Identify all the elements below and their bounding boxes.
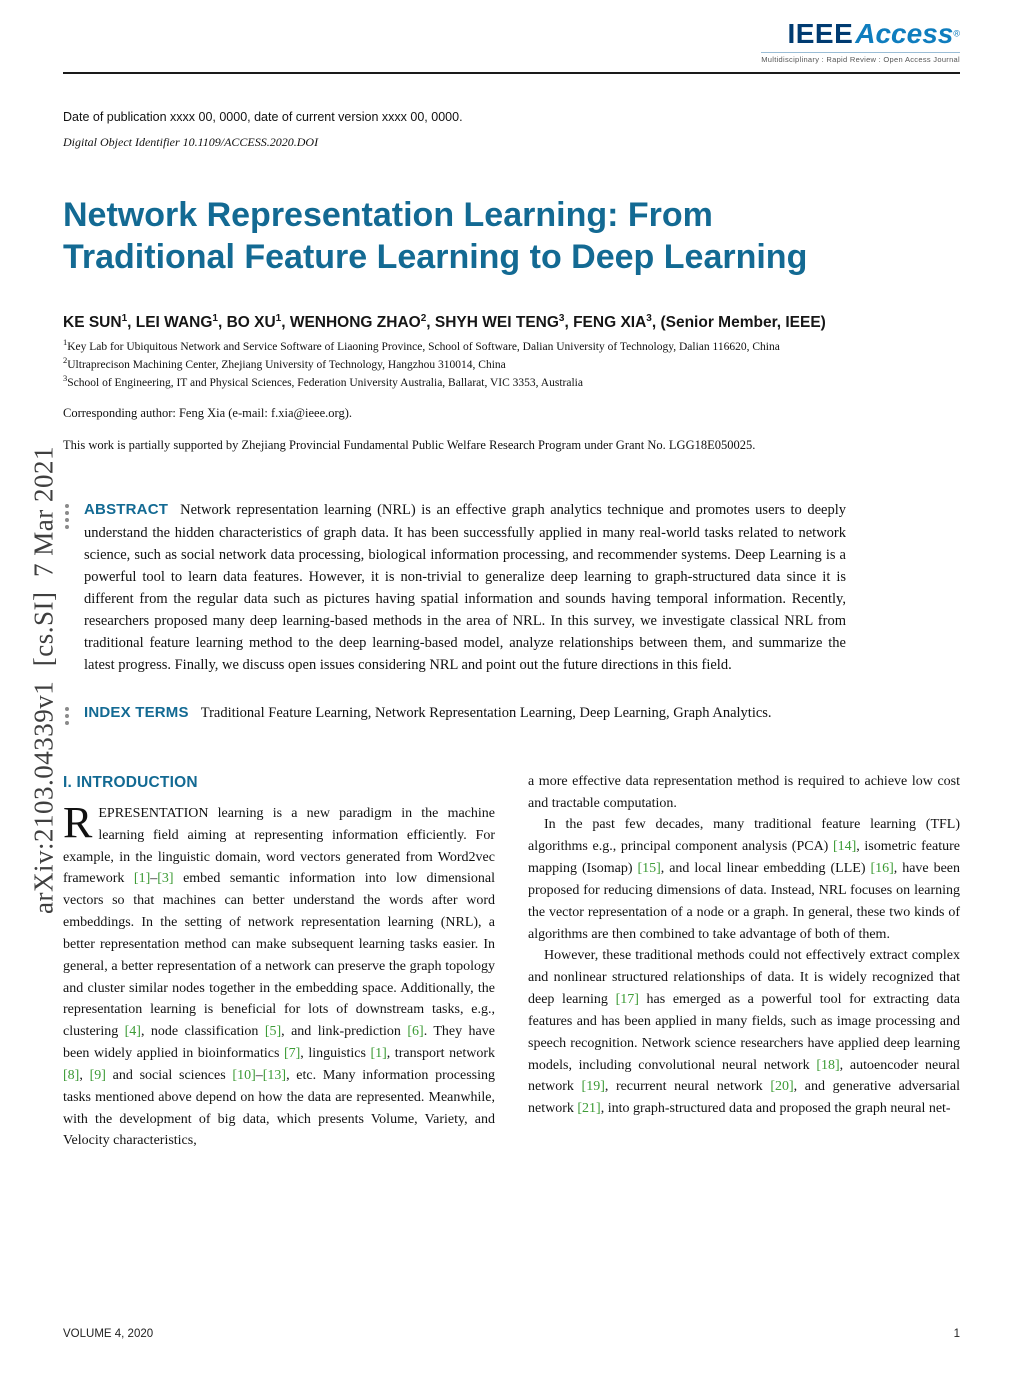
citation-ref: [8] [63, 1067, 80, 1083]
journal-header [63, 18, 960, 64]
citation-ref: [10] [232, 1067, 256, 1083]
citation-ref: [17] [615, 992, 639, 1008]
arxiv-sidebar-label: arXiv:2103.04339v1 [cs.SI] 7 Mar 2021 [28, 446, 59, 914]
logo-wordmark [761, 18, 960, 50]
citation-ref: [13] [262, 1067, 287, 1083]
author-affiliation-sup: 1 [212, 313, 218, 325]
abstract-text: Network representation learning (NRL) is an effective graph analytics technique and promotes users to deeply understand the hidden characteristics of graph data. It has been successfully applied in many real-world tasks related to network science, such as social network data processing, biological information processing, and recommender systems. Deep Learning is a powerful tool to learn data features. However, it is non-trivial to generalize deep learning to graph-structured data since it is different from the regular data such as pictures having spatial information and sounds having temporal information. Recently, researchers proposed many deep learning-based methods in the area of NRL. In this survey, we investigate classical NRL from traditional feature learning method to the deep learning-based model, analyze relationships between them, and summarize the latest progress. Finally, we discuss open issues considering NRL and point out the future directions in this field. [84, 501, 846, 673]
citation-ref: [3] [157, 871, 174, 887]
logo-ieee-text: IEEE [787, 18, 854, 49]
intro-paragraph-1 [63, 797, 496, 1152]
right-paragraph-1: a more effective data representation method is required to achieve low cost and tractable computation. [528, 773, 960, 811]
author-affiliation-sup: 1 [275, 313, 282, 325]
author-name: , WENHONG ZHAO [281, 314, 421, 332]
author-list [63, 312, 843, 334]
index-terms-dots-decoration [65, 707, 69, 711]
citation-ref: [19] [581, 1079, 605, 1095]
citation-ref: [6] [407, 1024, 424, 1040]
citation-ref: [4] [124, 1024, 141, 1040]
affiliation-sup: 3 [63, 373, 68, 383]
right-column [528, 771, 960, 1152]
citation-ref: [16] [870, 861, 894, 877]
affiliation-text: School of Engineering, IT and Physical Sciences, Federation University Australia, Ballarat, VIC 3353, Australia [67, 376, 583, 389]
citation-ref: [18] [816, 1057, 840, 1073]
intro-paragraph-1-text: EPRESENTATION learning is a new paradigm in the machine learning field aiming at representing information efficiently. For example, in the linguistic domain, word vectors generated from Word2vec framework [1]–[3] embed semantic information into low dimensional vectors so that machines can better understand the words after word embeddings. In the setting of network representation learning (NRL), a better representation method can make subsequent learning tasks easier. In general, a better representation of a network can preserve the graph topology and cluster similar nodes together in the embedding space. Additionally, the representation learning is beneficial for lots of downstream tasks, e.g., clustering [4], node classification [5], and link-prediction [6]. They have been widely applied in bioinformatics [7], linguistics [1], transport network [8], [9] and social sciences [10]–[13], etc. Many information processing tasks mentioned above depend on how the data are represented. Meanwhile, with the development of big data, which presents Volume, Variety, and Velocity characteristics, [63, 805, 496, 1149]
affiliation-text: Key Lab for Ubiquitous Network and Service Software of Liaoning Province, School of Software, Dalian University of Technology, Dalian 116620, China [67, 340, 780, 353]
author-name: , (Senior Member, IEEE) [651, 314, 826, 332]
right-paragraph-2: In the past few decades, many traditional feature learning (TFL) algorithms e.g., principal component analysis (PCA) [14], isometric feature mapping (Isomap) [15], and local linear embedding (LLE) [16], have been proposed for reducing dimensions of data. Instead, NRL focuses on learning the vector representation of a node or a graph. In general, these two kinds of algorithms are then combined to take advantage of both of them. [528, 817, 961, 942]
right-paragraph-3: However, these traditional methods could not effectively extract complex and nonlinear structured relationships of data. It is widely recognized that deep learning [17] has emerged as a powerful tool for extracting data features and has been applied in many fields, such as image processing and speech recognition. Network science researchers have applied deep learning models, including convolutional neural network [18], autoencoder neural network [19], recurrent neural network [20], and generative adversarial network [21], into graph-structured data and proposed the graph neural net- [528, 948, 961, 1117]
author-name: , FENG XIA [564, 314, 647, 332]
affiliation-line [63, 337, 960, 355]
author-name: , SHYH WEI TENG [426, 314, 559, 332]
funding-note: This work is partially supported by Zhejiang Provincial Fundamental Public Welfare Research Program under Grant No. LGG18E050025. [63, 437, 756, 452]
author-affiliation-sup: 1 [121, 313, 128, 325]
citation-ref: [14] [832, 839, 857, 855]
page-footer [63, 1328, 960, 1340]
corresponding-author-line: Corresponding author: Feng Xia (e-mail: f.xia@ieee.org). [63, 405, 352, 420]
dropcap-letter: R [63, 797, 93, 847]
affiliation-text: Ultraprecison Machining Center, Zhejiang University of Technology, Hangzhou 310014, China [67, 358, 506, 371]
left-column [63, 771, 495, 1152]
abstract-dots-decoration [65, 504, 69, 508]
citation-ref: [15] [637, 861, 661, 877]
header-divider [63, 72, 960, 74]
index-terms-text: Traditional Feature Learning, Network Representation Learning, Deep Learning, Graph Analytics. [200, 704, 772, 721]
author-affiliation-sup: 3 [646, 313, 652, 325]
section-heading-introduction: I. INTRODUCTION [63, 773, 198, 791]
citation-ref: [1] [133, 871, 151, 887]
publication-date-line: Date of publication xxxx 00, 0000, date of current version xxxx 00, 0000. [63, 110, 463, 124]
citation-ref: [9] [89, 1067, 106, 1083]
logo-access-text: Access [855, 18, 954, 49]
citation-ref: [5] [264, 1024, 282, 1040]
author-name: , BO XU [217, 314, 276, 332]
citation-ref: [20] [770, 1079, 794, 1095]
affiliation-sup: 2 [63, 355, 68, 366]
abstract-label: ABSTRACT [84, 500, 169, 518]
registered-mark-icon: ® [953, 28, 960, 39]
affiliation-line [63, 355, 960, 373]
paper-title: Network Representation Learning: From Traditional Feature Learning to Deep Learning [63, 196, 808, 277]
abstract-section [84, 499, 846, 676]
two-column-body [63, 771, 960, 1152]
citation-ref: [21] [577, 1101, 601, 1117]
logo-tagline: Multidisciplinary : Rapid Review : Open Access Journal [761, 52, 960, 64]
author-name: KE SUN [63, 314, 122, 332]
index-terms-section [84, 702, 846, 725]
footer-page-number: 1 [953, 1328, 960, 1340]
citation-ref: [7] [283, 1046, 301, 1062]
affiliation-line [63, 373, 960, 391]
author-name: , LEI WANG [127, 314, 213, 332]
footer-volume: VOLUME 4, 2020 [63, 1328, 154, 1340]
author-affiliation-sup: 3 [558, 313, 565, 325]
affiliation-sup: 1 [63, 337, 68, 348]
affiliation-list [63, 337, 960, 391]
doi-line: Digital Object Identifier 10.1109/ACCESS.2020.DOI [63, 135, 319, 149]
author-affiliation-sup: 2 [420, 313, 427, 325]
citation-ref: [1] [370, 1046, 387, 1062]
index-terms-label: INDEX TERMS [84, 703, 189, 721]
ieee-access-logo [761, 18, 960, 64]
